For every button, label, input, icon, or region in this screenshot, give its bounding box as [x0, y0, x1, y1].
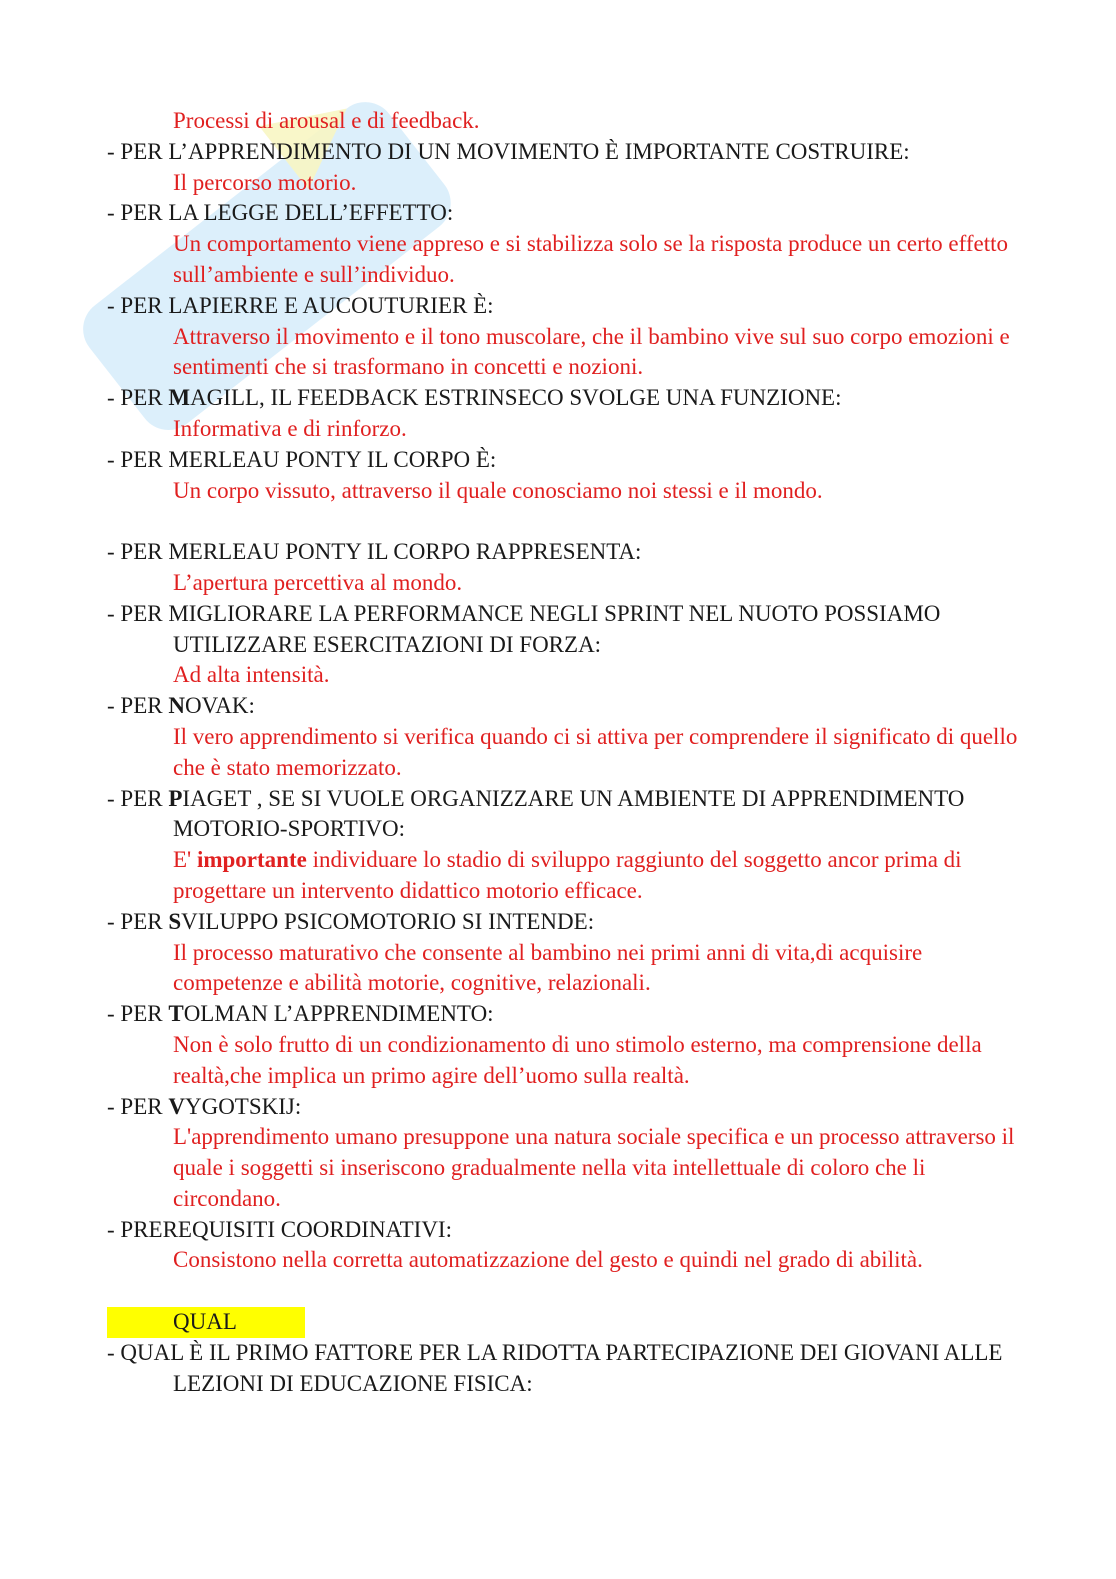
- question-4-rest: AGILL, IL FEEDBACK ESTRINSECO SVOLGE UNA FUNZIONE:: [190, 385, 842, 411]
- answer-1: Il percorso motorio.: [173, 169, 357, 195]
- answer-7: Ad alta intensità.: [173, 662, 330, 688]
- question-12-prefix: - PER: [107, 1093, 169, 1119]
- question-9: [107, 784, 1027, 846]
- question-12-rest: YGOTSKIJ:: [184, 1093, 302, 1119]
- question-9-rest: IAGET , SE SI VUOLE ORGANIZZARE UN AMBIENTE DI APPRENDIMENTO MOTORIO-SPORTIVO:: [173, 785, 965, 842]
- question-8-initial: N: [168, 693, 185, 719]
- section-heading: QUAL: [107, 1307, 305, 1338]
- question-10-initial: S: [168, 908, 182, 934]
- question-8-prefix: - PER: [107, 693, 169, 719]
- answer-4: Informativa e di rinforzo.: [173, 415, 407, 441]
- blank-line: [107, 506, 1027, 537]
- question-12-initial: V: [168, 1093, 185, 1119]
- answer-13: Consistono nella corretta automatizzazione del gesto e quindi nel grado di abilità.: [173, 1247, 923, 1273]
- question-11-initial: T: [168, 1001, 184, 1027]
- answer-11: Non è solo frutto di un condizionamento di uno stimolo esterno, ma comprensione della realtà,che implica un primo agire dell’uomo sulla realtà.: [173, 1031, 982, 1088]
- answer-8: Il vero apprendimento si verifica quando ci si attiva per comprendere il significato di quello che è stato memorizzato.: [173, 723, 1018, 780]
- question-10-rest: VILUPPO PSICOMOTORIO SI INTENDE:: [181, 908, 595, 934]
- answer-10: Il processo maturativo che consente al bambino nei primi anni di vita,di acquisire competenze e abilità motorie, cognitive, relazionali.: [173, 939, 923, 996]
- question-12: [107, 1092, 1027, 1123]
- final-question: - QUAL È IL PRIMO FATTORE PER LA RIDOTTA PARTECIPAZIONE DEI GIOVANI ALLE LEZIONI DI EDUCAZIONE FISICA:: [107, 1339, 1003, 1396]
- question-11-prefix: - PER: [107, 1001, 169, 1027]
- answer-6: L’apertura percettiva al mondo.: [173, 569, 463, 595]
- question-4-initial: M: [168, 385, 191, 411]
- question-8: [107, 691, 1027, 722]
- question-10-prefix: - PER: [107, 908, 169, 934]
- answer-3: Attraverso il movimento e il tono muscolare, che il bambino vive sul suo corpo emozioni e sentimenti che si trasformano in concetti e nozioni.: [173, 323, 1010, 380]
- question-9-initial: P: [168, 785, 183, 811]
- blank-line: [107, 1276, 1027, 1307]
- question-8-rest: OVAK:: [184, 693, 255, 719]
- document-page: [107, 106, 1027, 1399]
- answer-9-rest: individuare lo stadio di sviluppo raggiunto del soggetto ancor prima di progettare un intervento didattico motorio efficace.: [173, 847, 962, 903]
- question-3: - PER LAPIERRE E AUCOUTURIER È:: [107, 292, 494, 318]
- answer-9-emphasis: importante: [196, 847, 307, 873]
- question-1: - PER L’APPRENDIMENTO DI UN MOVIMENTO È IMPORTANTE COSTRUIRE:: [107, 138, 910, 164]
- answer-0: Processi di arousal e di feedback.: [173, 108, 480, 133]
- question-4-prefix: - PER: [107, 385, 169, 411]
- answer-12: L'apprendimento umano presuppone una natura sociale specifica e un processo attraverso il quale i soggetti si inseriscono gradualmente nella vita intellettuale di coloro che li circondano.: [173, 1124, 1015, 1211]
- question-4: [107, 383, 1027, 414]
- question-5: - PER MERLEAU PONTY IL CORPO È:: [107, 446, 497, 472]
- question-6: - PER MERLEAU PONTY IL CORPO RAPPRESENTA:: [107, 539, 642, 565]
- question-11-rest: OLMAN L’APPRENDIMENTO:: [183, 1001, 494, 1027]
- question-7: - PER MIGLIORARE LA PERFORMANCE NEGLI SPRINT NEL NUOTO POSSIAMO UTILIZZARE ESERCITAZIONI DI FORZA:: [107, 600, 941, 657]
- question-13: - PREREQUISITI COORDINATIVI:: [107, 1216, 452, 1242]
- answer-5: Un corpo vissuto, attraverso il quale conosciamo noi stessi e il mondo.: [173, 477, 823, 503]
- question-10: [107, 907, 1027, 938]
- question-2: - PER LA LEGGE DELL’EFFETTO:: [107, 200, 454, 226]
- question-9-prefix: - PER: [107, 785, 169, 811]
- answer-9-prefix: E': [173, 847, 197, 873]
- answer-9: [107, 845, 1027, 907]
- question-11: [107, 999, 1027, 1030]
- answer-2: Un comportamento viene appreso e si stabilizza solo se la risposta produce un certo effetto sull’ambiente e sull’individuo.: [173, 231, 1008, 287]
